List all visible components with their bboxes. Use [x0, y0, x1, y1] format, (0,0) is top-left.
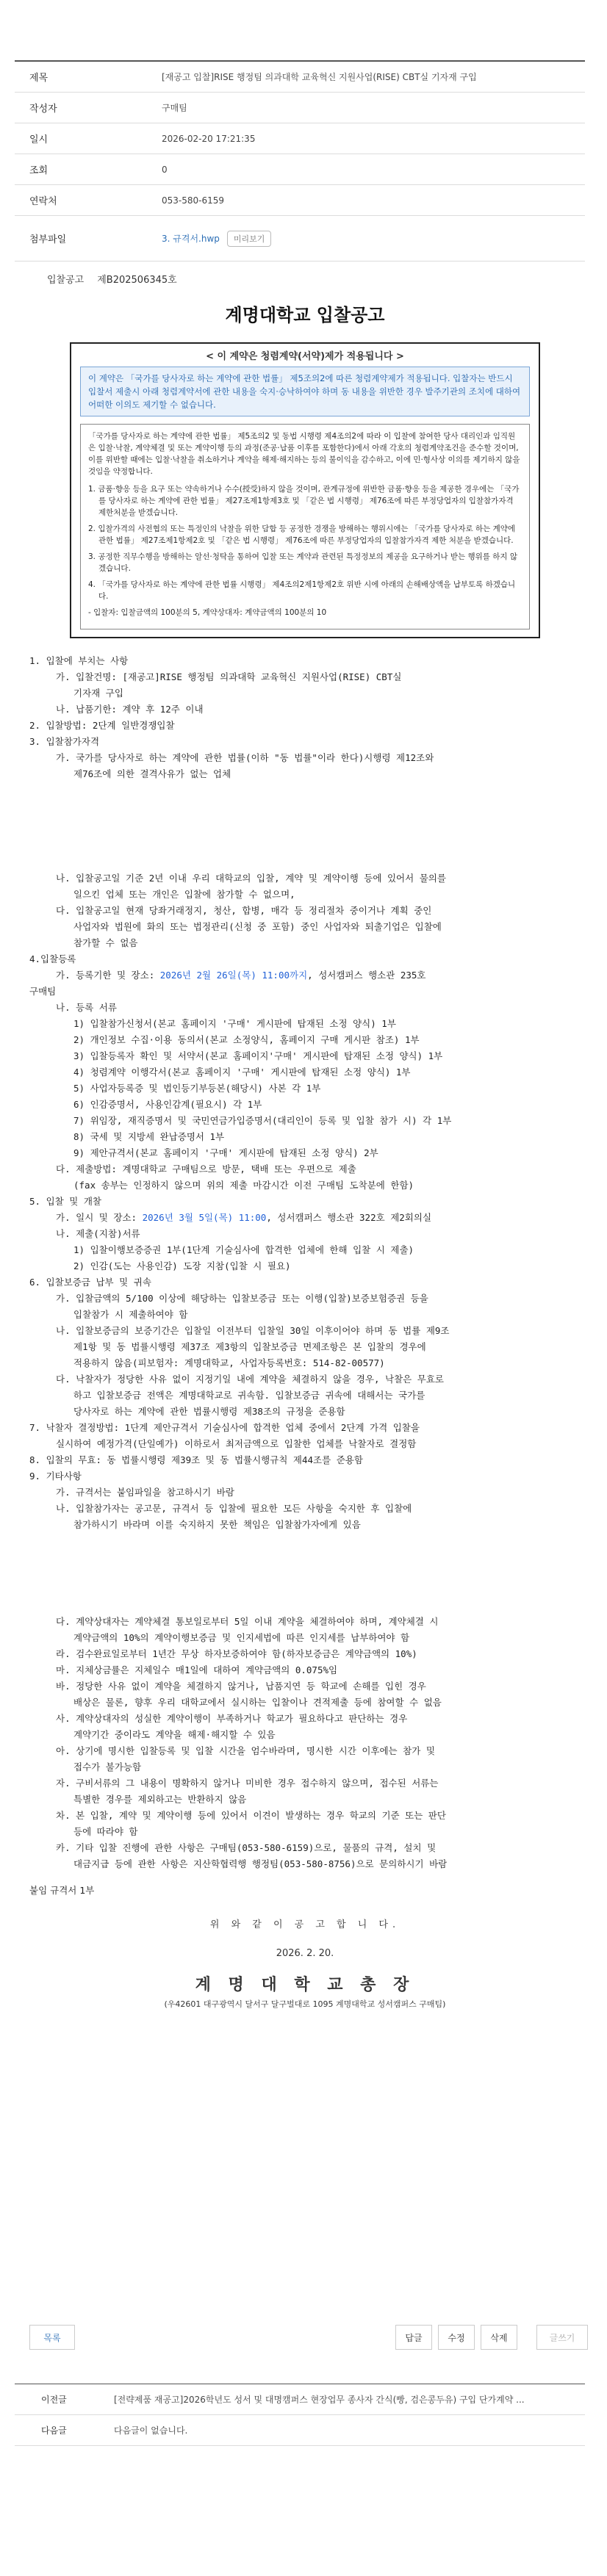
document-line: 등에 따라야 함	[73, 1826, 138, 1837]
document-line: 참가하시기 바라며 이를 숙지하지 못한 책임은 입찰참가자에게 있음	[73, 1519, 361, 1530]
section-block-c	[29, 984, 581, 1210]
document-line: 2) 개인정보 수집·이용 동의서(본교 소정양식, 홈페이지 구매 게시판 참조) 1부	[73, 1034, 420, 1045]
info-label: 제목	[29, 73, 49, 84]
document-line: 1) 입찰참가신청서(본교 홈페이지 '구매' 게시판에 탑재된 소정 양식) 1부	[73, 1018, 396, 1029]
announcement-number	[47, 272, 581, 286]
document-line: 가. 규격서는 붙임파일을 참고하시기 바람	[56, 1487, 234, 1498]
info-row-title	[15, 62, 585, 93]
action-button-bar	[29, 2325, 588, 2351]
document-line: 기자재 구입	[73, 688, 123, 699]
document-line: 계약기간 중이라도 계약을 해제·해지할 수 있음	[73, 1729, 276, 1740]
section-block-b	[29, 870, 581, 967]
post-contact: 053-580-6159	[162, 195, 225, 206]
document-line: 라. 검수완료일로부터 1년간 무상 하자보증하여야 함(하자보증금은 계약금액의 10%)	[56, 1648, 417, 1659]
document-line: 나. 입찰보증금의 보증기간은 입찰일 이전부터 입찰일 30일 이후이어야 하며 동 법률 제9조	[56, 1325, 450, 1336]
write-button[interactable]: 글쓰기	[536, 2325, 588, 2350]
integrity-term-item: 3. 공정한 직무수행을 방해하는 알선·청탁을 통하여 입찰 또는 계약과 관련된 특정정보의 제공을 요구하거나 받는 행위를 하지 않겠습니다.	[88, 552, 518, 573]
integrity-contract-box	[70, 342, 540, 638]
registration-prefix: 가. 등록기한 및 장소:	[56, 970, 160, 981]
document-line: 일으킨 업체 또는 개인은 입찰에 참가할 수 없으며,	[73, 889, 295, 900]
integrity-terms-intro: 「국가를 당사자로 하는 계약에 관한 법률」 제5조의2 및 동법 시행령 제4조의2에 따라 이 입찰에 참여한 당사 대리인과 임직원은 입찰·낙찰, 계약체결 및 또는 계약이행 등의 과정(준공·납품 이후를 포함한다)에서 아래 각호의 청렴계약조건을 준수할 것이며, 이를 위반할 때에는 입찰·낙찰을 취소하거나 계약을 해제·해지하는 등의 불이익을 감수하고, 이에 민·형사상 이의를 제기하지 않을 것임을 약정합니다.	[88, 432, 520, 476]
document-line: 자. 구비서류의 그 내용이 명확하지 않거나 미비한 경우 접수하지 않으며, 접수된 서류는	[56, 1778, 439, 1789]
info-label: 첨부파일	[29, 234, 67, 245]
document-line: 마. 지체상금률은 지체일수 매1일에 대하여 계약금액의 0.075%임	[56, 1664, 338, 1675]
section-block-e	[29, 1614, 581, 1872]
document-line: 나. 등록 서류	[56, 1002, 117, 1013]
nav-row-next	[15, 2415, 585, 2446]
integrity-term-item: 2. 입찰가격의 사전협의 또는 특정인의 낙찰을 위한 담합 등 공정한 경쟁을 방해하는 행위시에는 「국가를 당사자로 하는 계약에 관한 법률」 제27조제1항제2호 및 「같은 법 시행령」 제76조에 따른 부정당업자의 입찰참가자격 제한 처분을 받겠습니다.	[88, 524, 516, 545]
document-line: 나. 입찰공고일 기준 2년 이내 우리 대학교의 입찰, 계약 및 계약이행 등에 있어서 물의를	[56, 873, 446, 884]
document-line: 적용하지 않음(피보험자: 계명대학교, 사업자등록번호: 514-82-00577)	[73, 1357, 385, 1368]
document-line: 대금지급 등에 관한 사항은 지산학협력행 행정팀(053-580-8756)으로 문의하시기 바람	[73, 1858, 448, 1869]
document-line: 하고 입찰보증금 전액은 계명대학교로 귀속함. 입찰보증금 귀속에 대해서는 국가를	[73, 1390, 425, 1401]
section-block-d	[29, 1226, 581, 1533]
document-line: 7. 낙찰자 결정방법: 1단계 제안규격서 기술심사에 합격한 업체 중에서 2단계 가격 입찰을	[29, 1422, 420, 1433]
next-post-text: 다음글이 없습니다.	[114, 2425, 188, 2436]
document-line: 제76조에 의한 결격사유가 없는 업체	[73, 768, 231, 779]
document-line: 바. 정당한 사유 없이 계약을 체결하지 않거나, 납품지연 등 학교에 손해를 입힌 경우	[56, 1681, 426, 1692]
document-line: 다. 낙찰자가 정당한 사유 없이 지정기일 내에 계약을 체결하지 않을 경우, 낙찰은 무효로	[56, 1374, 444, 1385]
opening-date-line	[29, 1210, 581, 1226]
announcement-number-label: 입찰공고	[47, 275, 85, 286]
integrity-contract-heading: < 이 계약은 청렴계약(서약)제가 적용됩니다 >	[206, 351, 404, 362]
document-line: 제1항 및 동 법률시행령 제37조 제3항의 입찰보증금 면제조항은 본 입찰의 경우에	[73, 1341, 426, 1352]
info-row-attachment	[15, 216, 585, 261]
document-line: 7) 위임장, 재직증명서 및 국민연금가입증명서(대리인이 등록 및 입찰 참가 시) 각 1부	[73, 1115, 452, 1126]
document-line: 배상은 물론, 향후 우리 대학교에서 실시하는 입찰이나 견적제출 등에 참여할 수 없음	[73, 1697, 442, 1708]
preview-button[interactable]: 미리보기	[227, 231, 272, 247]
university-address: (우42601 대구광역시 달서구 달구벌대로 1095 계명대학교 성서캠퍼스 구매팀)	[164, 1999, 446, 2009]
post-author: 구매팀	[162, 103, 187, 113]
info-row-views	[15, 154, 585, 185]
document-title: 계명대학교 입찰공고	[225, 305, 385, 325]
document-line: 나. 제출(지참)서류	[56, 1228, 140, 1239]
info-row-date	[15, 123, 585, 154]
post-info-table	[15, 60, 585, 261]
next-label: 다음글	[41, 2425, 67, 2436]
opening-prefix: 가. 일시 및 장소:	[56, 1212, 143, 1223]
integrity-contract-summary: 이 계약은 「국가를 당사자로 하는 계약에 관한 법률」 제5조의2에 따른 청렴계약제가 적용됩니다. 입찰자는 반드시 입찰서 제출시 아래 청렴계약서에 관한 내용을 숙지·승낙하여야 하며 동 내용을 위반한 경우 발주기관의 조치에 대하여 어떠한 이의도 제기할 수 없습니다.	[80, 367, 530, 416]
section-block-a	[29, 653, 581, 782]
info-label: 일시	[29, 134, 49, 145]
document-line: 차. 본 입찰, 계약 및 계약이행 등에 있어서 이견이 발생하는 경우 학교의 기준 또는 판단	[56, 1810, 446, 1821]
document-line: 다. 계약상대자는 계약체결 통보일로부터 5일 이내 계약을 체결하여야 하며, 계약체결 시	[56, 1616, 439, 1627]
document-line: 1) 입찰이행보증증권 1부(1단계 기술심사에 합격한 업체에 한해 입찰 시 제출)	[73, 1244, 414, 1255]
document-line: 사. 계약상대자의 성실한 계약이행이 부족하거나 학교가 필요하다고 판단하는 경우	[56, 1713, 408, 1724]
document-line: 구매팀	[29, 986, 57, 997]
document-line: 계약금액의 10%의 계약이행보증금 및 인지세법에 따른 인지세를 납부하여야 함	[73, 1632, 410, 1643]
info-label: 연락처	[29, 196, 57, 207]
document-line: 입찰참가 시 제출하여야 함	[73, 1309, 188, 1320]
integrity-term-item: 4. 「국가를 당사자로 하는 계약에 관한 법률 시행령」 제4조의2제1항제2호 위반 시에 아래의 손해배상액을 납부토록 하겠습니다.	[88, 580, 516, 601]
announcement-number-value: 제B202506345호	[97, 275, 177, 286]
info-row-author	[15, 93, 585, 123]
integrity-term-item: - 입찰자: 입찰금액의 100분의 5, 계약상대자: 계약금액의 100분의 10	[88, 608, 327, 617]
registration-suffix: , 성서캠퍼스 행소관 235호	[307, 970, 426, 981]
announcement-date: 2026. 2. 20.	[276, 1948, 334, 1959]
document-line: 4) 청렴계약 이행각서(본교 홈페이지 '구매' 게시판에 탑재된 소정 양식) 1부	[73, 1067, 411, 1078]
document-line: 2. 입찰방법: 2단계 일반경쟁입찰	[29, 720, 175, 731]
document-line: 2) 인감(도는 사용인감) 도장 지참(입찰 시 필요)	[73, 1260, 291, 1271]
document-line: 6) 인감증명서, 사용인감계(필요시) 각 1부	[73, 1099, 262, 1110]
document-line: 특별한 경우를 제외하고는 반환하지 않음	[73, 1794, 247, 1805]
info-row-contact	[15, 185, 585, 216]
integrity-contract-terms	[80, 424, 530, 629]
document-line: 참가할 수 없음	[73, 937, 138, 948]
document-line: (fax 송부는 인정하지 않으며 위의 제출 마감시간 이전 구매팀 도착분에 한함)	[73, 1180, 414, 1191]
document-line: 가. 국가를 당사자로 하는 계약에 관한 법률(이하 "동 법률"이라 한다)시행령 제12조와	[56, 752, 434, 763]
document-line: 1. 입찰에 부치는 사항	[29, 655, 129, 666]
info-label: 작성자	[29, 104, 57, 115]
document-line: 다. 제출방법: 계명대학교 구매팀으로 방문, 택배 또는 우편으로 제출	[56, 1163, 356, 1175]
document-line: 6. 입찰보증금 납부 및 귀속	[29, 1277, 151, 1288]
document-line: 가. 입찰금액의 5/100 이상에 해당하는 입찰보증금 또는 이행(입찰)보증보험증권 등을	[56, 1293, 428, 1304]
document-line: 4.입찰등록	[29, 953, 76, 964]
announcement-document	[29, 272, 581, 2010]
document-line: 사업자와 법원에 화의 또는 법정관리(신청 중 포함) 중인 사업자와 퇴출기업은 입찰에	[73, 921, 442, 932]
signature-block	[29, 1916, 581, 2010]
document-line: 다. 입찰공고일 현재 당좌거래정지, 청산, 합병, 매각 등 정리절차 중이거나 계획 중인	[56, 905, 432, 916]
post-views: 0	[162, 164, 168, 175]
prev-post-link[interactable]: [전략제품 재공고]2026학년도 성서 및 대명캠퍼스 현장업무 종사자 간식(빵, 검은콩두유) 구입 단가계약 ...	[114, 2395, 525, 2405]
info-label: 조회	[29, 165, 49, 176]
opening-date: 2026년 3월 5일(목) 11:00	[142, 1212, 267, 1223]
integrity-term-item: 1. 금품·향응 등을 요구 또는 약속하거나 수수(授受)하지 않을 것이며, 관계규정에 위반한 금품·향응 등을 제공한 경우에는 「국가를 당사자로 하는 계약에 관한 법률」 제27조제1항제3호 및 「같은 법 시행령」 제76조에 따른 부정당업자의 입찰참가자격 제한처분을 받겠습니다.	[88, 485, 520, 517]
document-line: 9) 제안규격서(본교 홈페이지 '구매' 게시판에 탑재된 소정 양식) 2부	[73, 1147, 378, 1158]
document-line: 당사자로 하는 계약에 관한 법률시행령 제38조의 규정을 준용함	[73, 1406, 345, 1417]
document-line: 8. 입찰의 무효: 동 법률시행령 제39조 및 동 법률시행규칙 제44조를 준용함	[29, 1454, 363, 1465]
document-line: 8) 국세 및 지방세 완납증명서 1부	[73, 1131, 225, 1142]
attachment-cell	[162, 231, 585, 247]
opening-suffix: , 성서캠퍼스 행소관 322호 제2회의실	[266, 1212, 432, 1223]
post-title: [재공고 입찰]RISE 행정팀 의과대학 교육혁신 지원사업(RISE) CBT실 기자재 구입	[162, 72, 477, 82]
document-line: 가. 입찰건명: [재공고]RISE 행정팀 의과대학 교육혁신 지원사업(RISE) CBT실	[56, 671, 402, 682]
document-line: 카. 기타 입찰 진행에 관한 사항은 구매팀(053-580-6159)으로, 물품의 규격, 설치 및	[56, 1842, 437, 1853]
attachment-file-link[interactable]: 3. 규격서.hwp	[162, 234, 220, 244]
document-line: 나. 납품기한: 계약 후 12주 이내	[56, 704, 204, 715]
prev-next-nav	[15, 2384, 585, 2446]
president-signature: 계 명 대 학 교 총 장	[195, 1976, 415, 1994]
edit-button[interactable]: 수정	[438, 2325, 475, 2350]
list-button[interactable]: 목록	[29, 2325, 75, 2350]
nav-row-prev	[15, 2384, 585, 2415]
attachment-note: 붙임 규격서 1부	[29, 1885, 95, 1896]
document-line: 5. 입찰 및 개찰	[29, 1196, 102, 1207]
post-date: 2026-02-20 17:21:35	[162, 133, 256, 144]
document-line: 아. 상기에 명시한 입찰등록 및 입찰 시간을 엄수바라며, 명시한 시간 이후에는 참가 및	[56, 1745, 435, 1756]
prev-label: 이전글	[41, 2395, 67, 2405]
document-line: 나. 입찰참가자는 공고문, 규격서 등 입찰에 필요한 모든 사항을 숙지한 후 입찰에	[56, 1503, 412, 1514]
registration-deadline-line	[29, 967, 581, 984]
delete-button[interactable]: 삭제	[481, 2325, 517, 2350]
reply-button[interactable]: 답글	[395, 2325, 432, 2350]
document-line: 5) 사업자등록증 및 법인등기부등본(해당시) 사본 각 1부	[73, 1083, 321, 1094]
document-line: 9. 기타사항	[29, 1471, 82, 1482]
registration-date: 2026년 2월 26일(목) 11:00까지	[159, 970, 308, 981]
closing-statement: 위 와 같 이 공 고 합 니 다.	[209, 1919, 401, 1930]
document-line: 3. 입찰참가자격	[29, 736, 100, 747]
document-line: 실시하여 예정가격(단일예가) 이하로서 최저금액으로 입찰한 업체를 낙찰자로 결정함	[56, 1438, 417, 1449]
document-line: 3) 입찰등록자 확인 및 서약서(본교 홈페이지'구매' 게시판에 탑재된 소정 양식) 1부	[73, 1050, 443, 1061]
document-line: 접수가 불가능함	[73, 1761, 142, 1772]
